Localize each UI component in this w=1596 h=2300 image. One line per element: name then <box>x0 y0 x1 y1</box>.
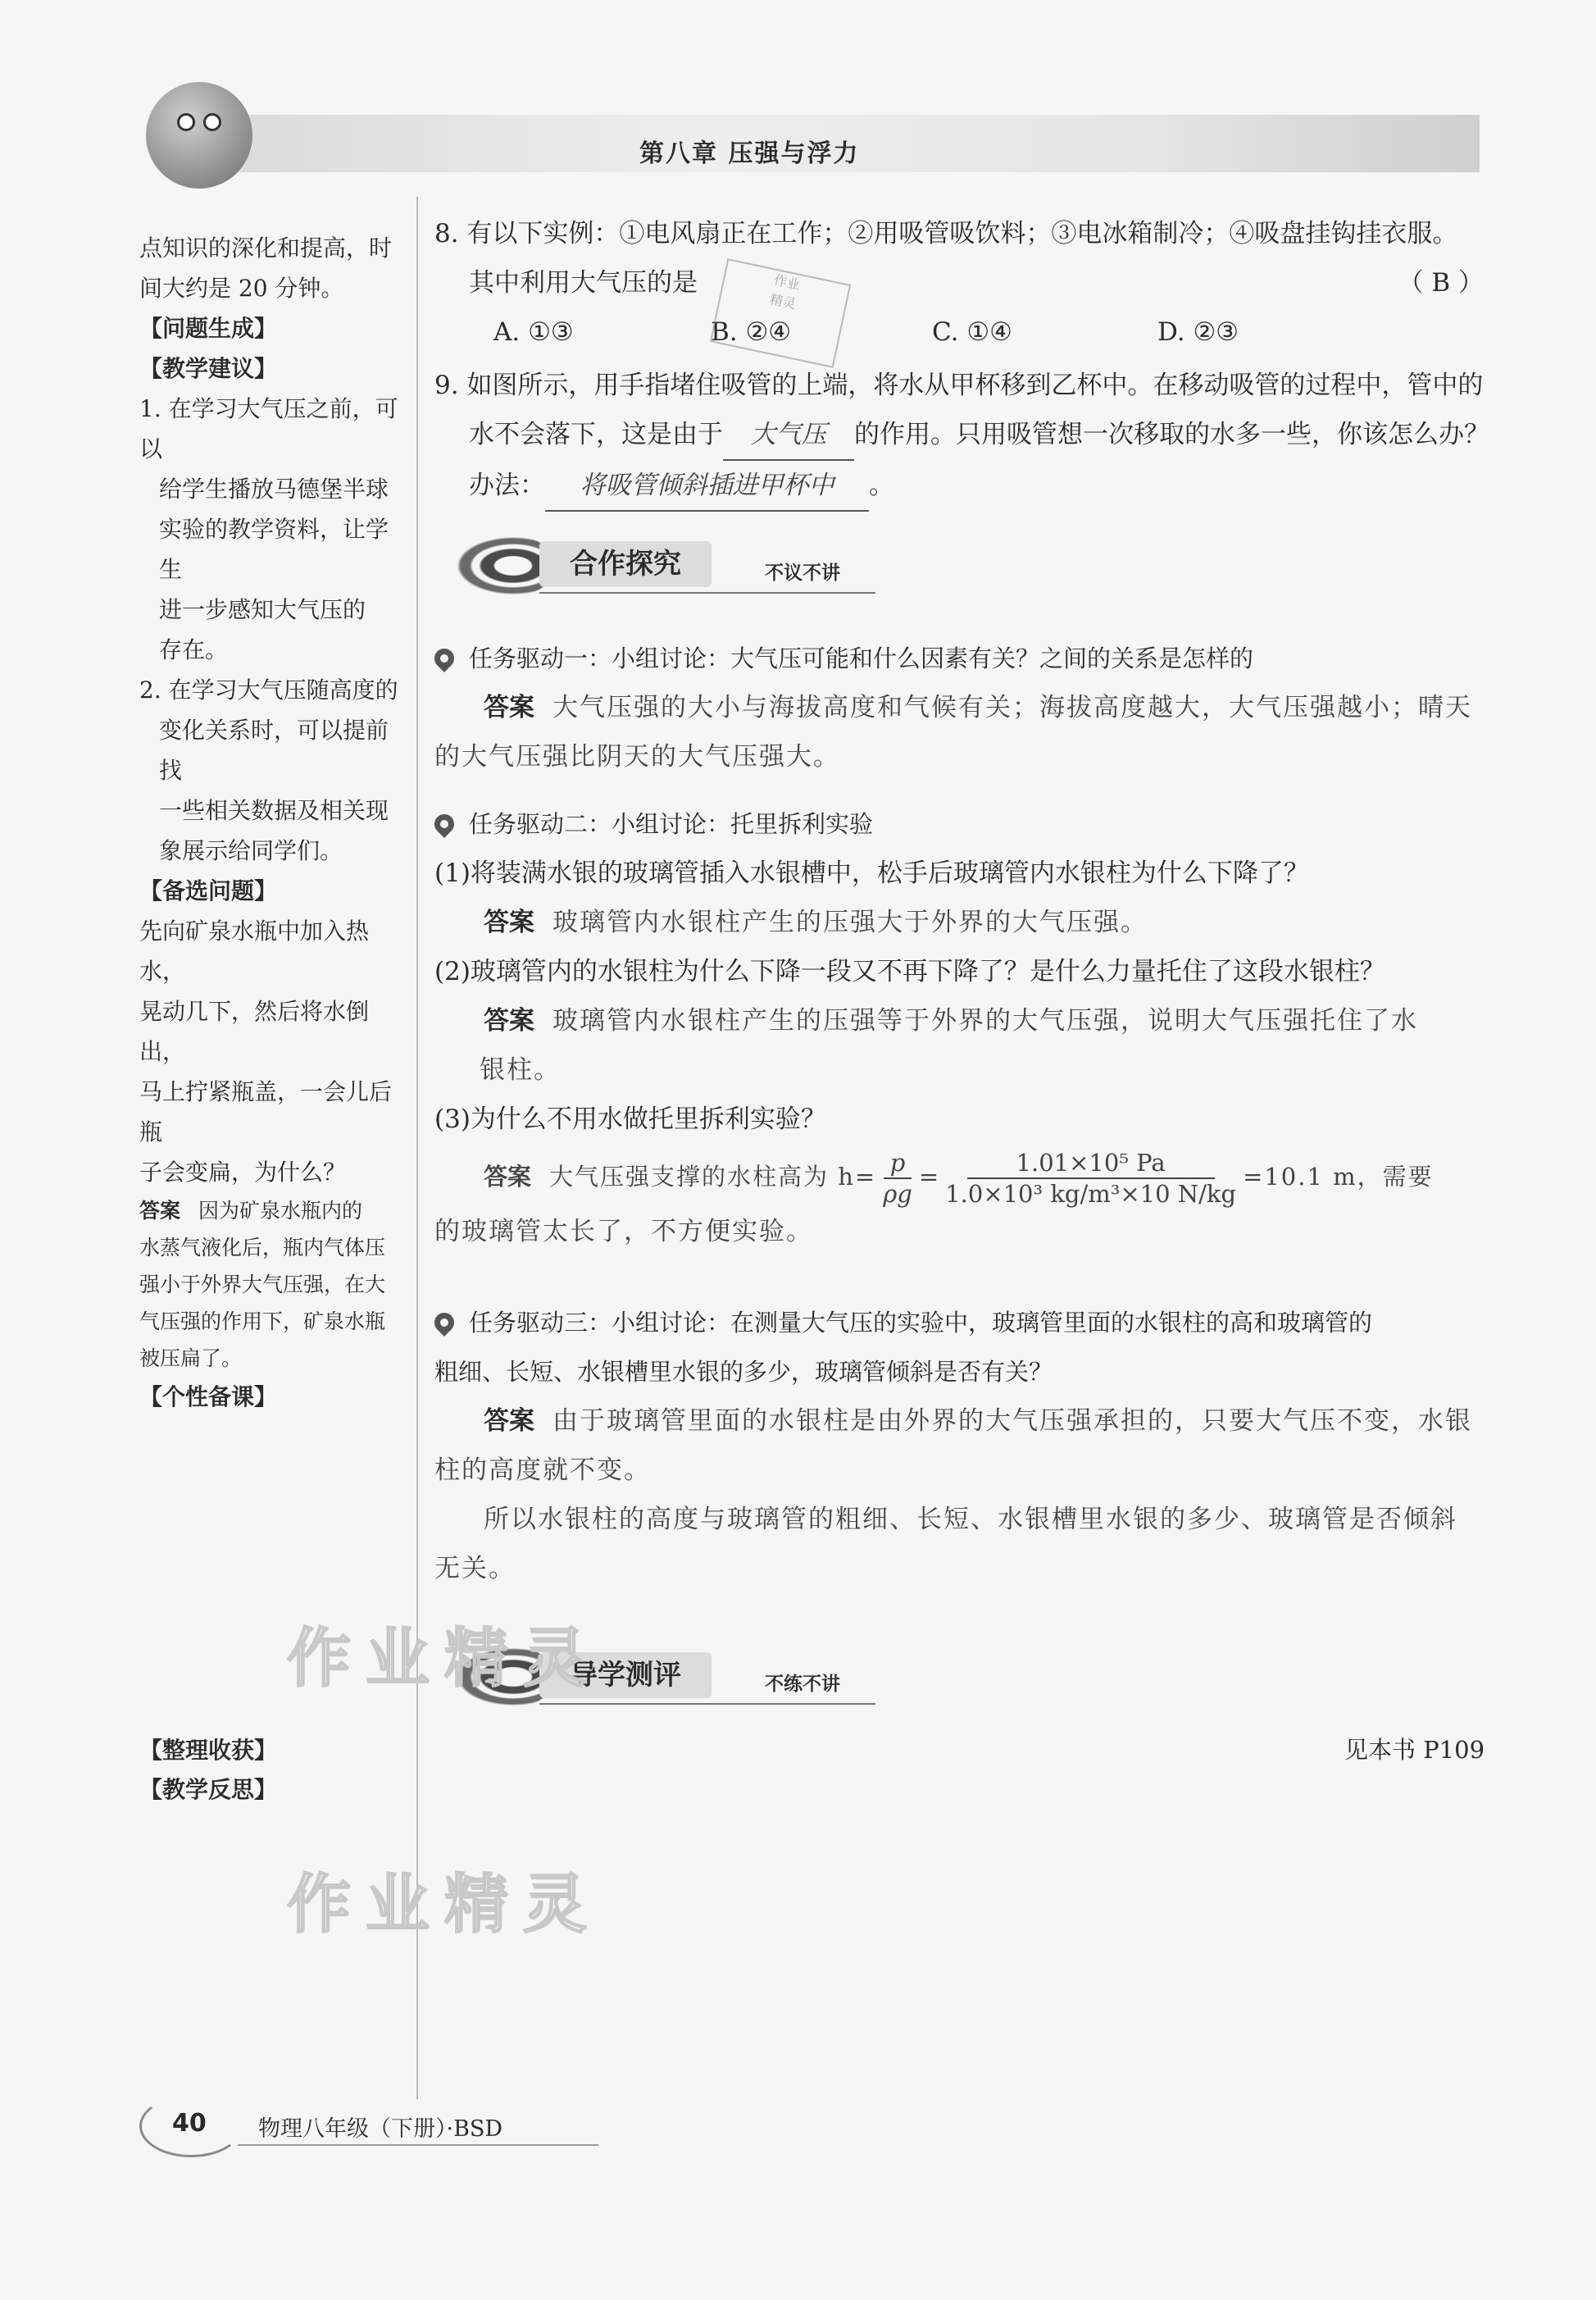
stamp-watermark: 作业 精灵 <box>710 258 851 368</box>
suggestion-line: 实验的教学资料，让学生 <box>159 516 389 583</box>
option-a: A. ①③ <box>493 317 574 347</box>
backup-question-line: 先向矿泉水瓶中加入热水， <box>139 918 370 985</box>
option-b: B. ②④ <box>711 317 792 347</box>
sidebar <box>139 228 410 1417</box>
fraction: $\frac{\text{1.01×10⁵ Pa}}{\text{1.0×10³ kg/m³×10 N/kg}}$ <box>945 1149 1237 1208</box>
option-c: C. ①④ <box>932 317 1012 347</box>
question-text: 有以下实例：①电风扇正在工作；②用吸管吸饮料；③电冰箱制冷；④吸盘挂钩挂衣服。 <box>466 219 1458 248</box>
suggestion-line: 变化关系时，可以提前找 <box>159 717 389 784</box>
banner-underline <box>539 592 875 594</box>
fill-blank-answer: 将吸管倾斜插进甲杯中 <box>545 461 869 512</box>
suggestion-line: 进一步感知大气压的 <box>159 596 366 623</box>
sidebar-intro-line: 点知识的深化和提高，时 <box>139 235 393 262</box>
backup-question-line: 子会变扁，为什么？ <box>139 1159 347 1186</box>
question-text: 如图所示，用手指堵住吸管的上端，将水从甲杯移到乙杯中。在移动吸管的过程中，管中的 <box>466 371 1484 400</box>
footer-underline <box>238 2144 598 2146</box>
answer-label: 答案 <box>484 1163 532 1191</box>
task-title: 任务驱动三：小组讨论：在测量大气压的实验中，玻璃管里面的水银柱的高和玻璃管的 <box>469 1309 1373 1337</box>
section-problem-heading: 【问题生成】 <box>139 315 278 342</box>
chapter-title: 第八章 压强与浮力 <box>639 139 860 168</box>
backup-answer-line: 强小于外界大气压强，在大 <box>139 1273 386 1296</box>
task-title: 任务驱动二：小组讨论：托里拆利实验 <box>469 810 874 838</box>
suggestion-line: 2. 在学习大气压随高度的 <box>139 676 398 704</box>
mascot-eye-left <box>177 113 195 131</box>
sub-question: (1)将装满水银的玻璃管插入水银槽中，松手后玻璃管内水银柱为什么下降了？ <box>434 859 1309 888</box>
backup-question-line: 晃动几下，然后将水倒出， <box>139 998 370 1065</box>
answer-label: 答案 <box>484 1006 534 1036</box>
question-answer: （ B ） <box>1398 268 1484 298</box>
backup-answer-line: 因为矿泉水瓶内的 <box>198 1199 363 1223</box>
suggestion-line: 给学生播放马德堡半球 <box>159 476 389 503</box>
fraction: $\frac{p}{\rho g}$ <box>883 1149 912 1208</box>
answer-label: 答案 <box>484 908 534 937</box>
section-backup-heading: 【备选问题】 <box>139 877 278 904</box>
section-banner-cooperation <box>449 533 875 599</box>
section-reflection-heading: 【教学反思】 <box>139 1776 278 1803</box>
suggestion-item <box>139 670 410 871</box>
task-2: 任务驱动二：小组讨论：托里拆利实验 (1)将装满水银的玻璃管插入水银槽中，松手后玻璃管内水银柱为什么下降了？ 答案 玻璃管内水银柱产生的压强大于外界的大气压强。 (2)玻璃管内的水银柱为什么下降一段又不再下降了？是什么力量托住了这段水银柱？ 答案 玻璃管内水银柱产生的压强等于外界的大气压强，说明大气压强托住了水 银柱。 (3)为什么不用水做托里拆利实验？ 答案 大气压强支撑的水柱高为 h= $\frac{p}{\rho g}$ = $\frac{\text{1.01×10⁵ Pa}}{\text{1.0×10³ kg/m³×10 N/kg}}$ =10.1 m，需要 的玻璃管太长了，不方便实验。 <box>434 799 1492 1254</box>
column-divider <box>416 197 418 2099</box>
banner-subtitle: 不练不讲 <box>765 1674 840 1695</box>
section-personal-heading: 【个性备课】 <box>139 1383 278 1410</box>
question-9: 9. 如图所示，用手指堵住吸管的上端，将水从甲杯移到乙杯中。在移动吸管的过程中，管中的 水不会落下，这是由于 大气压 的作用。只用吸管想一次移取的水多一些，你该怎么办？ 办法： 将吸管倾斜插进甲杯中 。 <box>434 361 1492 512</box>
banner-title: 导学测评 <box>539 1652 712 1698</box>
suggestion-line: 1. 在学习大气压之前，可以 <box>139 395 398 462</box>
option-d: D. ②③ <box>1157 317 1239 347</box>
watermark: 作业精灵 <box>287 1868 602 1942</box>
banner-subtitle: 不议不讲 <box>765 562 840 584</box>
backup-answer <box>139 1192 410 1377</box>
sub-question: (2)玻璃管内的水银柱为什么下降一段又不再下降了？是什么力量托住了这段水银柱？ <box>434 957 1385 986</box>
task-1: 任务驱动一：小组讨论：大气压可能和什么因素有关？之间的关系是怎样的 答案 大气压强的大小与海拔高度和气候有关；海拔高度越大，大气压强越小；晴天 的大气压强比阴天的大气压强大。 <box>434 634 1492 781</box>
backup-answer-line: 被压扁了。 <box>139 1346 243 1370</box>
mascot-logo <box>146 82 252 189</box>
suggestion-line: 存在。 <box>159 636 229 663</box>
sub-question: (3)为什么不用水做托里拆利实验？ <box>434 1104 826 1134</box>
location-pin-icon <box>430 1309 458 1337</box>
backup-answer-line: 气压强的作用下，矿泉水瓶 <box>139 1309 386 1333</box>
task-3: 任务驱动三：小组讨论：在测量大气压的实验中，玻璃管里面的水银柱的高和玻璃管的 粗细、长短、水银槽里水银的多少，玻璃管倾斜是否有关？ 答案 由于玻璃管里面的水银柱是由外界的大气压强承担的，只要大气压不变，水银 柱的高度就不变。 所以水银柱的高度与玻璃管的粗细、长短、水银槽里水银的多少、玻璃管是否倾斜 无关。 <box>434 1298 1492 1593</box>
question-number: 9. <box>434 371 459 400</box>
book-title: 物理八年级（下册）·BSD <box>258 2116 503 2142</box>
sidebar-intro-line: 间大约是 20 分钟。 <box>139 275 344 302</box>
backup-answer-label: 答案 <box>139 1199 181 1223</box>
question-8 <box>434 209 1492 357</box>
suggestion-line: 一些相关数据及相关现 <box>159 797 389 824</box>
watermark: 作业精灵 <box>287 1622 602 1696</box>
question-number: 8. <box>434 219 459 248</box>
page-number: 40 <box>172 2109 207 2138</box>
answer-label: 答案 <box>484 1406 534 1436</box>
banner-title: 合作探究 <box>539 541 712 587</box>
suggestion-item <box>139 389 410 670</box>
suggestion-line: 象展示给同学们。 <box>159 837 343 864</box>
backup-answer-line: 水蒸气液化后，瓶内气体压 <box>139 1236 386 1259</box>
backup-question-line: 马上拧紧瓶盖，一会儿后瓶 <box>139 1078 393 1145</box>
task-title: 任务驱动一：小组讨论：大气压可能和什么因素有关？之间的关系是怎样的 <box>469 644 1254 672</box>
section-summary-heading: 【整理收获】 <box>139 1737 278 1764</box>
section-suggestion-heading: 【教学建议】 <box>139 355 278 382</box>
see-book-reference: 见本书 P109 <box>1344 1736 1485 1764</box>
location-pin-icon <box>430 644 458 672</box>
mascot-eye-right <box>203 113 221 131</box>
answer-label: 答案 <box>484 693 534 722</box>
banner-underline <box>539 1703 875 1705</box>
fill-blank-answer: 大气压 <box>723 410 854 461</box>
question-text: 其中利用大气压的是 <box>469 268 698 298</box>
formula-line: 答案 大气压强支撑的水柱高为 h= $\frac{p}{\rho g}$ = $\frac{\text{1.01×10⁵ Pa}}{\text{1.0×10³ kg/m³×10 N/kg}}$ =10.1 m，需要 <box>484 1149 1434 1208</box>
location-pin-icon <box>430 810 458 838</box>
